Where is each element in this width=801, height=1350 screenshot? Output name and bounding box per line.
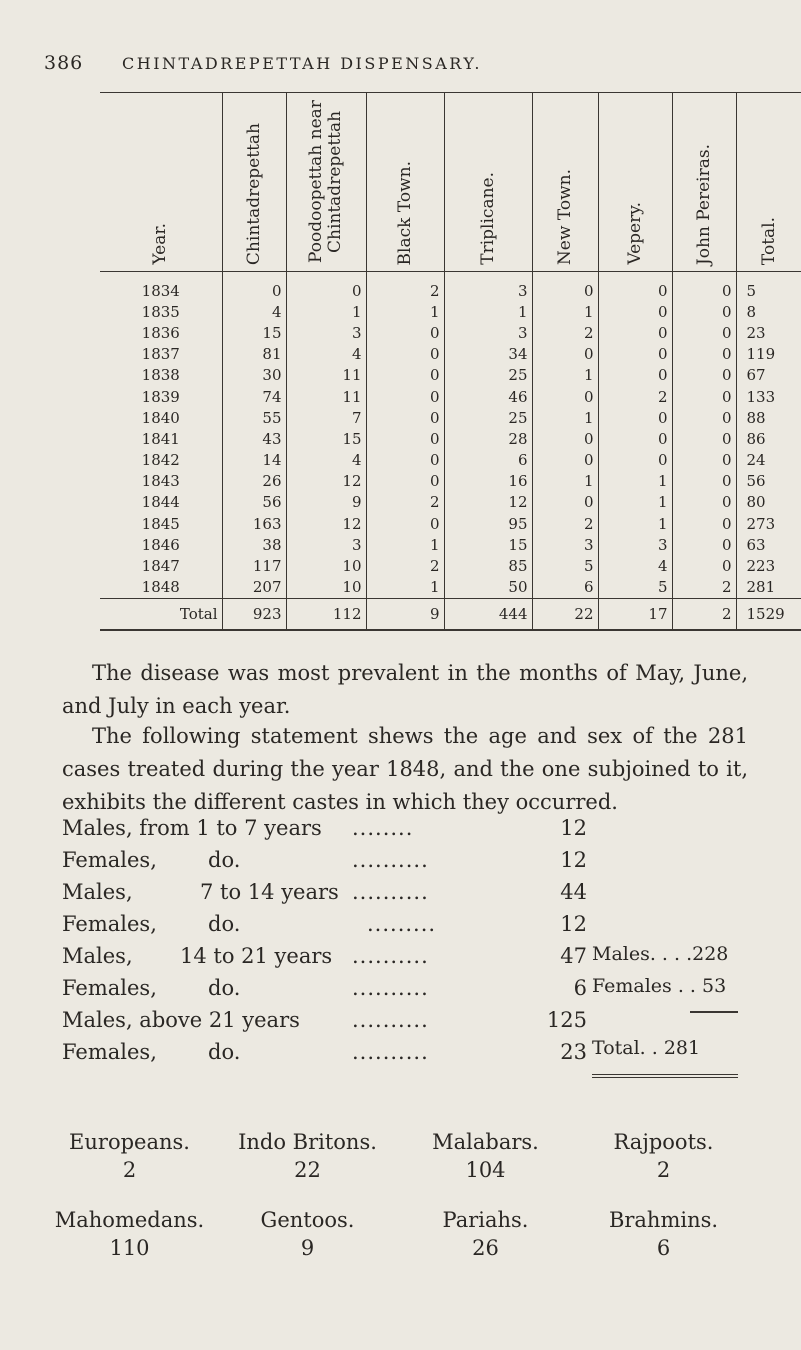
summary-double-rule — [592, 1074, 738, 1078]
table-total-row — [100, 598, 801, 630]
table-cell: 223 — [746, 557, 776, 576]
table-cell: 281 — [746, 578, 776, 597]
summary-total: Total. . 281 — [592, 1037, 701, 1059]
table-cell: 0 — [672, 534, 736, 555]
table-cell: 1 — [366, 301, 444, 322]
col-header-new-town: New Town. — [532, 93, 598, 272]
table-cell: 0 — [672, 555, 736, 576]
leader-dots: .......... — [352, 944, 429, 968]
table-cell: 1837 — [100, 344, 222, 365]
page-header — [0, 52, 801, 82]
age-sex-label: Females, — [62, 912, 157, 936]
col-header-triplicane: Triplicane. — [444, 93, 532, 272]
age-sex-list — [62, 816, 587, 1072]
table-cell: 0 — [366, 450, 444, 471]
table-cell: 6 — [444, 450, 532, 471]
table-row — [100, 577, 801, 599]
page-number: 386 — [44, 52, 84, 74]
age-sex-row — [62, 880, 587, 912]
caste-name: Europeans. — [69, 1130, 190, 1154]
table-cell: 0 — [672, 322, 736, 343]
table-cell: 119 — [746, 345, 776, 364]
table-cell: 25 — [444, 365, 532, 386]
table-cell: 74 — [222, 386, 286, 407]
table-cell: 0 — [598, 344, 672, 365]
table-cell: 15 — [444, 534, 532, 555]
table-cell: 0 — [598, 428, 672, 449]
table-row — [100, 555, 801, 576]
table-cell: 0 — [532, 428, 598, 449]
table-cell: 15 — [222, 322, 286, 343]
table-cell: 67 — [746, 366, 766, 385]
caste-name: Brahmins. — [608, 1208, 719, 1232]
caste-entry — [42, 1208, 217, 1260]
table-cell: 55 — [222, 407, 286, 428]
age-sex-range: do. — [208, 848, 241, 872]
table-cell: 1845 — [100, 513, 222, 534]
age-sex-label: Males, — [62, 880, 133, 904]
table-cell: 0 — [532, 280, 598, 301]
col-header-poodoopettah: Poodoopettah near Chintadrepettah — [286, 93, 366, 272]
table-cell: 5 — [598, 577, 672, 599]
table-row — [100, 344, 801, 365]
caste-entry — [220, 1130, 395, 1182]
age-sex-row — [62, 1008, 587, 1040]
table-cell: 1 — [444, 301, 532, 322]
table-cell: 207 — [222, 577, 286, 599]
table-cell: 12 — [286, 471, 366, 492]
age-sex-row — [62, 1040, 587, 1072]
table-cell: 1844 — [100, 492, 222, 513]
caste-name: Pariahs. — [442, 1208, 529, 1232]
table-cell: 0 — [598, 280, 672, 301]
age-sex-range: do. — [208, 912, 241, 936]
age-sex-value: 12 — [560, 848, 587, 872]
table-cell: 2 — [366, 280, 444, 301]
leader-dots: .......... — [352, 1040, 429, 1064]
table-cell: 0 — [672, 513, 736, 534]
age-sex-row — [62, 816, 587, 848]
table-cell: 38 — [222, 534, 286, 555]
table-cell: 81 — [222, 344, 286, 365]
table-row — [100, 428, 801, 449]
table-row — [100, 513, 801, 534]
caste-name: Gentoos. — [260, 1208, 355, 1232]
table-row — [100, 407, 801, 428]
table-cell: 46 — [444, 386, 532, 407]
table-cell: 3 — [532, 534, 598, 555]
table-cell: 16 — [444, 471, 532, 492]
table-cell: 1835 — [100, 301, 222, 322]
table-cell: 10 — [286, 577, 366, 599]
age-sex-label: Males, — [62, 944, 133, 968]
dispensary-table — [100, 92, 785, 631]
age-sex-value: 12 — [560, 912, 587, 936]
table-cell: 2 — [532, 513, 598, 534]
table-cell: 11 — [286, 365, 366, 386]
table-cell: 15 — [286, 428, 366, 449]
caste-entry — [220, 1208, 395, 1260]
table-cell: 4 — [286, 450, 366, 471]
table-cell: 1847 — [100, 555, 222, 576]
table-cell: 1836 — [100, 322, 222, 343]
table-cell: 1841 — [100, 428, 222, 449]
table-cell: 85 — [444, 555, 532, 576]
leader-dots: .......... — [352, 848, 429, 872]
total-cell: 923 — [222, 598, 286, 630]
table-row — [100, 492, 801, 513]
caste-count: 2 — [122, 1158, 137, 1182]
table-cell: 0 — [672, 492, 736, 513]
table-cell: 0 — [366, 365, 444, 386]
table-cell: 25 — [444, 407, 532, 428]
paragraph-statement: The following statement shews the age and sex of the 281 cases treated during the year 1848, and the one subjoined to it, exhibits the different castes in which they occurred. — [62, 724, 748, 814]
total-cell: 444 — [444, 598, 532, 630]
table-cell: 0 — [598, 322, 672, 343]
table-cell: 88 — [746, 408, 766, 427]
leader-dots: .......... — [352, 976, 429, 1000]
table-cell: 1848 — [100, 577, 222, 599]
total-cell: 22 — [532, 598, 598, 630]
table-cell: 23 — [746, 323, 766, 342]
table-cell: 43 — [222, 428, 286, 449]
table-cell: 1 — [286, 301, 366, 322]
summary-males: Males. . . .228 — [592, 943, 729, 965]
table-cell: 1 — [366, 534, 444, 555]
table-cell: 0 — [532, 344, 598, 365]
caste-name: Indo Britons. — [238, 1130, 377, 1154]
table-cell: 9 — [286, 492, 366, 513]
table-cell: 3 — [598, 534, 672, 555]
table-cell: 3 — [286, 322, 366, 343]
age-sex-label: Females, — [62, 848, 157, 872]
table-cell: 3 — [444, 280, 532, 301]
table-cell: 2 — [366, 492, 444, 513]
table-cell: 56 — [746, 472, 766, 491]
table-cell: 0 — [366, 344, 444, 365]
age-sex-value: 6 — [573, 976, 587, 1000]
total-cell: 17 — [598, 598, 672, 630]
table-cell: 0 — [672, 407, 736, 428]
table-row — [100, 301, 801, 322]
table-cell: 34 — [444, 344, 532, 365]
col-header-john-pereiras: John Pereiras. — [672, 93, 736, 272]
leader-dots: .......... — [352, 1008, 429, 1032]
table-cell: 1 — [532, 407, 598, 428]
table-cell: 6 — [532, 577, 598, 599]
table-cell: 12 — [444, 492, 532, 513]
table-cell: 0 — [672, 428, 736, 449]
table-cell: 95 — [444, 513, 532, 534]
table-cell: 1846 — [100, 534, 222, 555]
table-cell: 0 — [286, 280, 366, 301]
caste-name: Mahomedans. — [54, 1208, 205, 1232]
table-cell: 0 — [598, 365, 672, 386]
total-cell: 9 — [366, 598, 444, 630]
table-row — [100, 471, 801, 492]
age-sex-value: 12 — [560, 816, 587, 840]
caste-count: 6 — [656, 1236, 671, 1260]
table-cell: 56 — [222, 492, 286, 513]
table-cell: 1 — [532, 365, 598, 386]
caste-count: 9 — [300, 1236, 315, 1260]
table-cell: 0 — [366, 471, 444, 492]
col-header-chintadrepettah: Chintadrepettah — [222, 93, 286, 272]
age-sex-row — [62, 912, 587, 944]
table-cell: 2 — [672, 577, 736, 599]
table-cell: 2 — [532, 322, 598, 343]
table-row — [100, 450, 801, 471]
table-cell: 0 — [672, 471, 736, 492]
table-cell: 0 — [532, 450, 598, 471]
caste-count: 110 — [109, 1236, 150, 1260]
table-cell: 30 — [222, 365, 286, 386]
table-cell: 28 — [444, 428, 532, 449]
table-cell: 163 — [222, 513, 286, 534]
caste-entry — [576, 1130, 751, 1182]
table-cell: 0 — [222, 280, 286, 301]
leader-dots: ......... — [367, 912, 437, 936]
caste-entry — [398, 1130, 573, 1182]
table-cell: 1843 — [100, 471, 222, 492]
table-row — [100, 386, 801, 407]
table-cell: 1 — [366, 577, 444, 599]
table-cell: 80 — [746, 493, 766, 512]
age-sex-value: 47 — [560, 944, 587, 968]
age-sex-row — [62, 848, 587, 880]
table-cell: 1839 — [100, 386, 222, 407]
age-sex-value: 125 — [546, 1008, 587, 1032]
table-cell: 12 — [286, 513, 366, 534]
table-cell: 0 — [598, 450, 672, 471]
table-cell: 1838 — [100, 365, 222, 386]
caste-entry — [398, 1208, 573, 1260]
age-sex-row — [62, 976, 587, 1008]
caste-entry — [576, 1208, 751, 1260]
table-cell: 0 — [366, 407, 444, 428]
table-cell: 5 — [746, 281, 757, 300]
caste-name: Rajpoots. — [613, 1130, 714, 1154]
col-header-year: Year. — [100, 93, 222, 272]
col-header-vepery: Vepery. — [598, 93, 672, 272]
table-cell: 0 — [672, 450, 736, 471]
caste-count: 104 — [465, 1158, 506, 1182]
table-cell: 0 — [672, 280, 736, 301]
table-cell: 7 — [286, 407, 366, 428]
summary-females: Females . . 53 — [592, 975, 727, 997]
total-cell: 1529 — [736, 598, 801, 630]
table-cell: 26 — [222, 471, 286, 492]
caste-count: 2 — [656, 1158, 671, 1182]
age-sex-label: Females, — [62, 1040, 157, 1064]
table-cell: 4 — [286, 344, 366, 365]
running-title: CHINTADREPETTAH DISPENSARY. — [122, 54, 482, 73]
table-cell: 10 — [286, 555, 366, 576]
age-sex-range: 7 to 14 years — [200, 880, 339, 904]
table-cell: 1 — [598, 471, 672, 492]
table-cell: 3 — [286, 534, 366, 555]
age-sex-label: Females, — [62, 976, 157, 1000]
table-header-row — [100, 93, 801, 272]
age-sex-value: 23 — [560, 1040, 587, 1064]
table-cell: 117 — [222, 555, 286, 576]
age-sex-range: do. — [208, 976, 241, 1000]
caste-count: 22 — [294, 1158, 321, 1182]
table-cell: 3 — [444, 322, 532, 343]
table-cell: 1 — [532, 301, 598, 322]
leader-dots: ........ — [352, 816, 414, 840]
table-cell: 0 — [366, 513, 444, 534]
table-cell: 0 — [672, 386, 736, 407]
total-cell: 2 — [672, 598, 736, 630]
age-sex-value: 44 — [560, 880, 587, 904]
table-cell: 0 — [598, 407, 672, 428]
table-cell: 0 — [672, 365, 736, 386]
caste-count: 26 — [472, 1236, 499, 1260]
table-cell: 0 — [532, 492, 598, 513]
paragraph-prevalence: The disease was most prevalent in the months of May, June, and July in each year. — [62, 661, 748, 718]
age-sex-range: 14 to 21 years — [180, 944, 333, 968]
table-cell: 1842 — [100, 450, 222, 471]
table-cell: 1 — [598, 513, 672, 534]
total-cell: 112 — [286, 598, 366, 630]
table-cell: 133 — [746, 387, 776, 406]
table-cell: 273 — [746, 514, 776, 533]
table-cell: 0 — [598, 301, 672, 322]
table-row — [100, 280, 801, 301]
table-cell: 50 — [444, 577, 532, 599]
table-cell: 1 — [598, 492, 672, 513]
age-sex-row — [62, 944, 587, 976]
table-cell: 4 — [222, 301, 286, 322]
col-header-total: Total. — [736, 93, 801, 272]
leader-dots: .......... — [352, 880, 429, 904]
age-sex-label: Males, above 21 years — [62, 1008, 300, 1032]
table-cell: 1834 — [100, 280, 222, 301]
table-cell: 14 — [222, 450, 286, 471]
age-sex-label: Males, from 1 to 7 years — [62, 816, 322, 840]
table-cell: 1 — [532, 471, 598, 492]
table-cell: 86 — [746, 429, 766, 448]
total-cell: Total — [100, 598, 222, 630]
table-cell: 0 — [672, 301, 736, 322]
caste-name: Malabars. — [432, 1130, 539, 1154]
table-row — [100, 534, 801, 555]
table-cell: 0 — [366, 386, 444, 407]
table-cell: 0 — [366, 322, 444, 343]
table-cell: 5 — [532, 555, 598, 576]
table-cell: 2 — [598, 386, 672, 407]
table-cell: 0 — [366, 428, 444, 449]
table-cell: 2 — [366, 555, 444, 576]
table-row — [100, 322, 801, 343]
age-sex-range: do. — [208, 1040, 241, 1064]
table-row — [100, 365, 801, 386]
table-cell: 0 — [532, 386, 598, 407]
table-cell: 8 — [746, 302, 757, 321]
col-header-black-town: Black Town. — [366, 93, 444, 272]
table-cell: 1840 — [100, 407, 222, 428]
table-cell: 24 — [746, 451, 766, 470]
table-spacer-row — [100, 272, 801, 281]
caste-entry — [42, 1130, 217, 1182]
table-cell: 4 — [598, 555, 672, 576]
summary-rule — [690, 1011, 738, 1013]
table-cell: 63 — [746, 535, 766, 554]
table-cell: 11 — [286, 386, 366, 407]
table-cell: 0 — [672, 344, 736, 365]
